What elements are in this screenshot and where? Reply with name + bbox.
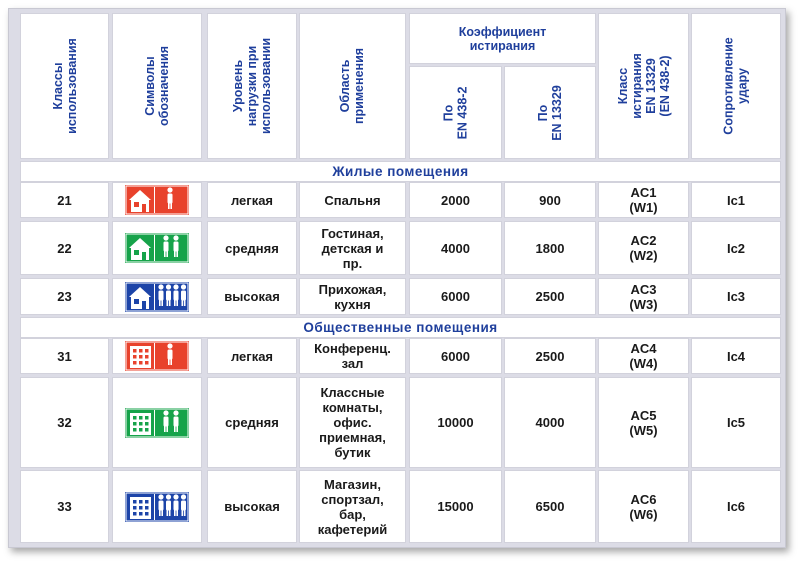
area-line: детская и	[321, 240, 384, 256]
row-31-load: легкая	[207, 338, 297, 374]
row-23-impact: Ic3	[691, 278, 781, 315]
row-32-symbol	[112, 377, 202, 468]
area-line: Гостиная,	[321, 225, 384, 241]
header-application-area	[299, 13, 406, 159]
office-person-icon	[125, 341, 189, 371]
row-31-area	[299, 338, 406, 374]
abrasion-class-line: AC2	[630, 233, 657, 248]
row-21-en438: 2000	[409, 182, 502, 218]
header-en438-line: EN 438-2	[455, 86, 470, 139]
house-person-icon	[125, 185, 189, 215]
office-crowd-icon	[125, 492, 189, 522]
header-abrasion-line: истирания	[469, 38, 536, 53]
row-23-en438: 6000	[409, 278, 502, 315]
header-en13329-line: По	[535, 104, 550, 121]
row-33-abrasion-class	[598, 470, 689, 543]
header-impact-resistance-line: Сопротивление	[722, 37, 737, 135]
row-33-symbol	[112, 470, 202, 543]
header-symbols-line: обозначения	[157, 46, 171, 126]
area-line: бутик	[334, 445, 371, 460]
row-22-impact: Ic2	[691, 221, 781, 275]
row-21-area	[299, 182, 406, 218]
row-21-en13329: 900	[504, 182, 596, 218]
row-22-class: 22	[20, 221, 109, 275]
section-title: Общественные помещения	[303, 320, 498, 335]
house-crowd-icon	[125, 282, 189, 312]
abrasion-class-line: (W6)	[629, 506, 658, 522]
area-line: кухня	[334, 296, 371, 312]
abrasion-class-line: (W5)	[629, 422, 658, 438]
area-line: пр.	[342, 255, 363, 271]
row-33-en13329: 6500	[504, 470, 596, 543]
row-32-area	[299, 377, 406, 468]
row-21-symbol	[112, 182, 202, 218]
row-21-impact: Ic1	[691, 182, 781, 218]
header-load-level-line: нагрузки при	[245, 45, 260, 127]
header-en13329	[504, 66, 596, 159]
area-line: Спальня	[324, 192, 381, 208]
row-32-en438: 10000	[409, 377, 502, 468]
header-load-level-line: использовании	[259, 37, 274, 135]
row-22-abrasion-class	[598, 221, 689, 275]
header-en438	[409, 66, 502, 159]
row-33-impact: Ic6	[691, 470, 781, 543]
abrasion-class-line: AC4	[630, 341, 657, 356]
header-abrasion-class	[598, 13, 689, 159]
header-abrasion-class-line: Класс	[615, 67, 630, 105]
abrasion-class-line: (W4)	[629, 356, 658, 371]
header-classes-line: Классы	[50, 62, 65, 110]
row-33-area	[299, 470, 406, 543]
row-32-en13329: 4000	[504, 377, 596, 468]
area-line: Прихожая,	[318, 281, 387, 297]
area-line: комнаты,	[322, 400, 383, 415]
abrasion-class-line: (W1)	[629, 200, 658, 215]
area-line: спортзал,	[321, 491, 384, 507]
area-line: офис.	[333, 415, 372, 430]
area-line: Магазин,	[324, 476, 381, 492]
header-classes	[20, 13, 109, 159]
header-load-level	[207, 13, 297, 159]
row-31-impact: Ic4	[691, 338, 781, 374]
section-title: Жилые помещения	[332, 164, 469, 179]
row-23-en13329: 2500	[504, 278, 596, 315]
abrasion-class-line: (W2)	[629, 248, 658, 263]
header-abrasion-class-line: (EN 438-2)	[657, 55, 672, 117]
row-22-en438: 4000	[409, 221, 502, 275]
row-31-class: 31	[20, 338, 109, 374]
area-line: Конференц.	[314, 341, 391, 356]
area-line: Классные	[320, 385, 385, 400]
row-23-area	[299, 278, 406, 315]
house-two-people-icon	[125, 233, 189, 263]
row-31-abrasion-class	[598, 338, 689, 374]
row-23-abrasion-class	[598, 278, 689, 315]
abrasion-class-line: AC1	[630, 185, 657, 200]
header-abrasion-line: Коэффициент	[458, 24, 547, 39]
header-symbols	[112, 13, 202, 159]
abrasion-class-line: (W3)	[629, 296, 658, 312]
row-33-load: высокая	[207, 470, 297, 543]
row-32-class: 32	[20, 377, 109, 468]
row-32-load: средняя	[207, 377, 297, 468]
row-22-load: средняя	[207, 221, 297, 275]
header-application-area-line: Область	[338, 59, 353, 113]
row-22-en13329: 1800	[504, 221, 596, 275]
row-31-en13329: 2500	[504, 338, 596, 374]
row-21-abrasion-class	[598, 182, 689, 218]
header-en13329-line: EN 13329	[549, 84, 564, 141]
row-23-load: высокая	[207, 278, 297, 315]
row-32-abrasion-class	[598, 377, 689, 468]
row-21-load: легкая	[207, 182, 297, 218]
header-en438-line: По	[441, 104, 456, 121]
header-classes-line: использования	[64, 38, 79, 134]
area-line: приемная,	[319, 430, 386, 445]
row-31-en438: 6000	[409, 338, 502, 374]
row-21-class: 21	[20, 182, 109, 218]
row-23-class: 23	[20, 278, 109, 315]
area-line: кафетерий	[317, 521, 388, 537]
header-impact-resistance-line: удару	[736, 68, 751, 104]
header-impact-resistance	[691, 13, 781, 159]
row-33-en438: 15000	[409, 470, 502, 543]
abrasion-class-line: AC6	[630, 491, 657, 507]
office-two-people-icon	[125, 408, 189, 438]
row-33-class: 33	[20, 470, 109, 543]
header-abrasion-class-line: EN 13329	[643, 58, 658, 114]
abrasion-class-line: AC5	[630, 407, 657, 423]
area-line: бар,	[339, 506, 366, 522]
section-residential	[20, 161, 781, 182]
section-public	[20, 317, 781, 338]
row-32-impact: Ic5	[691, 377, 781, 468]
header-abrasion-coefficient	[409, 13, 596, 64]
row-23-symbol	[112, 278, 202, 315]
row-22-area	[299, 221, 406, 275]
area-line: зал	[341, 356, 364, 371]
abrasion-class-line: AC3	[630, 281, 657, 297]
header-abrasion-class-line: истирания	[629, 53, 644, 119]
header-load-level-line: Уровень	[231, 59, 246, 113]
header-application-area-line: применения	[352, 47, 367, 125]
row-31-symbol	[112, 338, 202, 374]
header-symbols-line: Символы	[143, 56, 157, 116]
row-22-symbol	[112, 221, 202, 275]
